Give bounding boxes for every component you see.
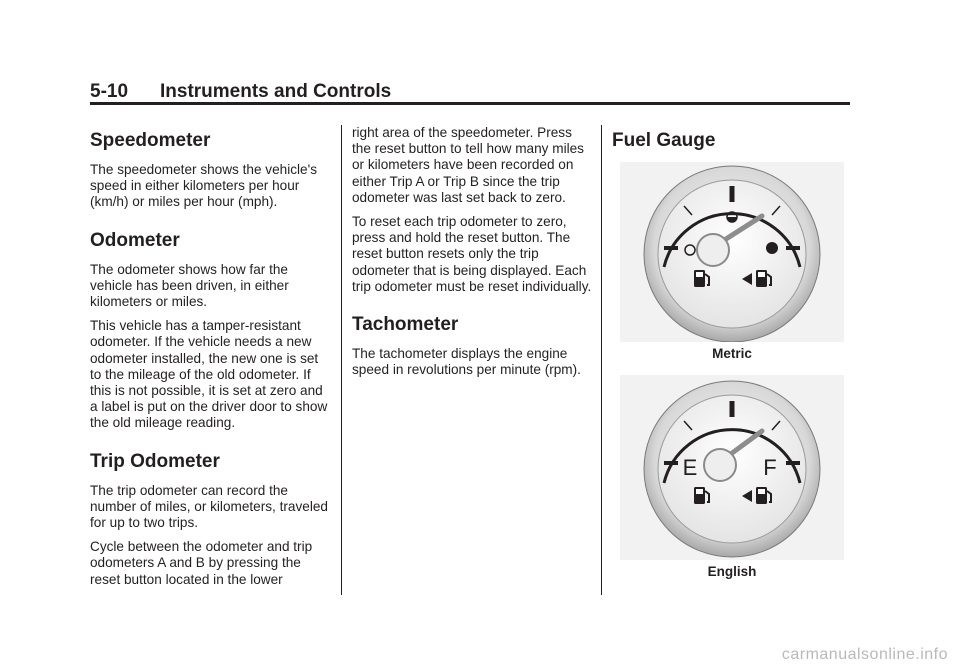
tachometer-text: The tachometer displays the engine speed in revolutions per minute (rpm). bbox=[352, 346, 581, 378]
odometer-text-2: This vehicle has a tamper-resistant odometer. If the vehicle needs a new odometer installed, the new one is set to the mileage of the old odometer. If this is not possible, it is set at zero and a label is put on the driver door to show the old mileage reading. bbox=[90, 318, 328, 431]
full-label: F bbox=[763, 455, 777, 480]
english-gauge-figure bbox=[612, 375, 852, 579]
trip-odometer-text-3: right area of the speedometer. Press the reset button to tell how many miles or kilometers have been recorded on either Trip A or Trip B since the trip odometer was last set back to zero. bbox=[352, 125, 584, 205]
watermark: carmanualsonline.info bbox=[781, 646, 948, 663]
column-divider-2 bbox=[601, 125, 602, 595]
empty-label: E bbox=[682, 455, 698, 480]
tachometer-heading: Tachometer bbox=[352, 314, 459, 336]
section-title: Instruments and Controls bbox=[160, 81, 392, 102]
trip-odometer-text-4: To reset each trip odometer to zero, press and hold the reset button. The reset button resets only the trip odometer that is being displayed. Each trip odometer must be reset individually. bbox=[352, 214, 592, 294]
page-header bbox=[90, 80, 850, 104]
metric-fuel-gauge bbox=[612, 162, 852, 342]
trip-odometer-text-1: The trip odometer can record the number of miles, or kilometers, traveled for up to two trips. bbox=[90, 482, 328, 531]
odometer-text-1: The odometer shows how far the vehicle has been driven, in either kilometers or miles. bbox=[90, 261, 289, 310]
speedometer-text: The speedometer shows the vehicle's speed in either kilometers per hour (km/h) or miles per hour (mph). bbox=[90, 162, 318, 210]
column-3 bbox=[612, 125, 852, 593]
metric-gauge-figure bbox=[612, 162, 852, 361]
fuel-gauge-heading: Fuel Gauge bbox=[612, 130, 716, 151]
odometer-heading: Odometer bbox=[90, 229, 180, 251]
column-divider-1 bbox=[341, 125, 342, 595]
trip-odometer-text-2: Cycle between the odometer and trip odometers A and B by pressing the reset button located in the lower bbox=[90, 539, 313, 587]
english-caption: English bbox=[707, 564, 757, 579]
speedometer-heading: Speedometer bbox=[90, 130, 211, 151]
trip-odometer-heading: Trip Odometer bbox=[90, 450, 220, 472]
english-fuel-gauge bbox=[612, 375, 852, 560]
page-number: 5-10 bbox=[90, 81, 129, 102]
header-rule bbox=[90, 102, 850, 105]
column-1 bbox=[90, 125, 328, 596]
column-2 bbox=[352, 125, 592, 386]
metric-caption: Metric bbox=[712, 346, 752, 361]
